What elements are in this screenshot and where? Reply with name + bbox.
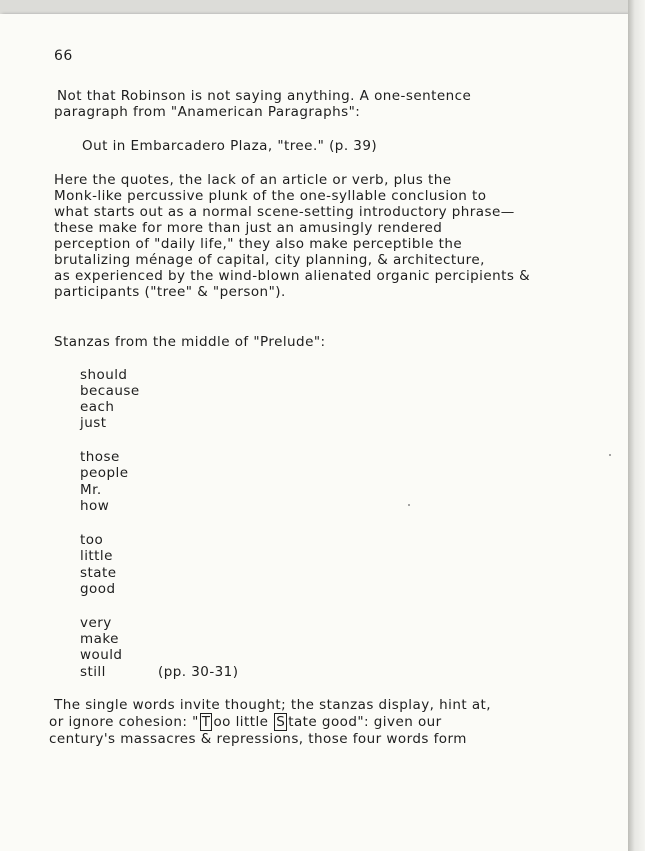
page-number: 66 xyxy=(54,48,73,64)
stanza-word: those xyxy=(80,449,120,465)
stanza-intro: Stanzas from the middle of "Prelude": xyxy=(54,334,326,350)
stanza-word: just xyxy=(80,415,107,431)
stanza-word: how xyxy=(80,498,110,514)
paper-speck xyxy=(408,504,410,506)
paragraph-2-line-2: Monk-like percussive plunk of the one-syllable conclusion to xyxy=(54,188,487,204)
book-page xyxy=(0,14,628,851)
paragraph-1-line-1: Not that Robinson is not saying anything. A one-sentence xyxy=(57,88,472,104)
stanza-word: very xyxy=(80,615,112,631)
text-segment: oo little xyxy=(213,714,274,730)
paragraph-2-line-7: as experienced by the wind-blown alienated organic percipients & xyxy=(54,268,531,284)
editorial-bracket: T xyxy=(201,714,211,730)
stanza-word: too xyxy=(80,532,104,548)
paragraph-2-line-5: perception of "daily life," they also make perceptible the xyxy=(54,236,463,252)
stanza-citation: (pp. 30-31) xyxy=(158,664,239,680)
editorial-bracket: S xyxy=(276,714,286,730)
stanza-word: Mr. xyxy=(80,482,102,498)
block-quote: Out in Embarcadero Plaza, "tree." (p. 39) xyxy=(82,138,378,154)
paper-speck xyxy=(609,454,611,456)
stanza-word: still xyxy=(80,664,106,680)
stanza-word: little xyxy=(80,548,113,564)
stanza-word: people xyxy=(80,465,129,481)
text-segment: or ignore cohesion: " xyxy=(49,714,199,730)
paragraph-2-line-4: these make for more than just an amusingly rendered xyxy=(54,220,443,236)
stanza-word: should xyxy=(80,367,128,383)
text-segment: tate good": given our xyxy=(288,714,442,730)
stanza-word: state xyxy=(80,565,117,581)
paragraph-2-line-3: what starts out as a normal scene-setting introductory phrase— xyxy=(54,204,515,220)
paragraph-2-line-6: brutalizing ménage of capital, city planning, & architecture, xyxy=(54,252,485,268)
stanza-word: good xyxy=(80,581,116,597)
stanza-word: make xyxy=(80,631,119,647)
stanza-word: each xyxy=(80,399,115,415)
paragraph-3-line-3: century's massacres & repressions, those four words form xyxy=(49,731,467,747)
book-binding-edge xyxy=(628,0,645,851)
paragraph-3-line-1: The single words invite thought; the stanzas display, hint at, xyxy=(54,697,492,713)
stanza-word: because xyxy=(80,383,140,399)
paragraph-2-line-8: participants ("tree" & "person"). xyxy=(54,284,286,300)
paragraph-1-line-2: paragraph from "Anamerican Paragraphs": xyxy=(54,104,361,120)
paragraph-3-line-2 xyxy=(49,714,442,731)
paragraph-2-line-1: Here the quotes, the lack of an article or verb, plus the xyxy=(54,172,452,188)
stanza-word: would xyxy=(80,647,123,663)
